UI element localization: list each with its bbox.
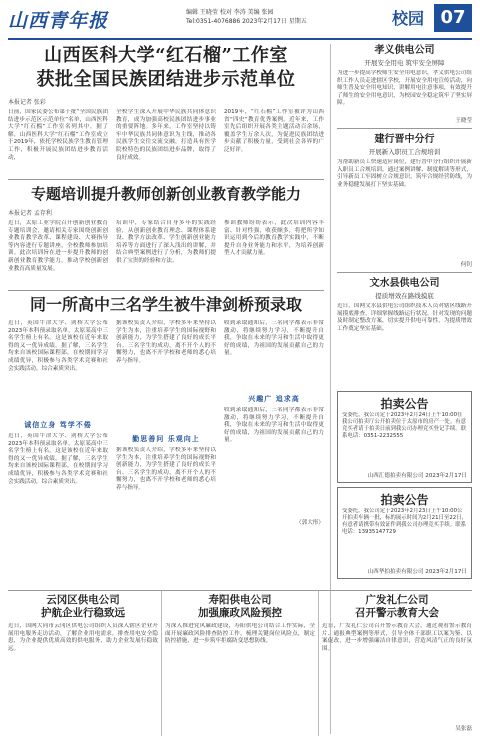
lead-story — [8, 109, 324, 175]
section-title: 校园 — [392, 9, 425, 28]
third-story-text: 近日，英国牛津大学、剑桥大学公布2023年本科预录取名单，太原某高中三名学生榜上有名。这是该校在近年来取得的又一优异成绩。据了解，三名学生均来自该校国际课程部，在校期间学习成绩优异，积极参与各类学术竞赛和社会实践活动，综合素质突出。 — [8, 320, 108, 372]
side-column — [337, 44, 472, 579]
third-story — [8, 320, 324, 530]
auction-notice-title: 拍卖公告 — [380, 493, 429, 507]
bottom-story-2 — [165, 591, 315, 736]
bottom-story-text: 近日，国网大同市云冈区供电公司组织人员深入辖区企业开展用电服务走访活动，了解企业用电需求，排查用电安全隐患，为企业提供优质高效的供电服务，助力企业发展行稳致远。 — [8, 623, 158, 652]
bottom-story-text: 为深入推进党风廉政建设，寿阳供电公司结合工作实际，全面开展廉政风险排查防控工作，梳理关键岗位风险点，制定防控措施，进一步筑牢拒腐防变思想防线。 — [165, 623, 315, 645]
divider — [337, 128, 472, 129]
sub-heading: 诚信立身 笃学不倦 — [24, 421, 92, 429]
auction-notice-text: 受委托，我公司定于2023年2月23日上午10:00公开拍卖车辆一批，标的展示时间为2月21日至22日，有意者请携带有效证件到我公司办理竞买手续。联系电话：13935147729 — [342, 508, 467, 535]
bottom-story-text: 近日，广发礼仁公司召开警示教育大会，通过观看警示教育片、通报典型案例等形式，引导全体干部职工以案为鉴、以案促改，进一步增强廉洁自律意识，营造风清气正的良好氛围。 — [322, 623, 472, 652]
side-story2-title: 建行晋中分行 — [374, 134, 435, 145]
editor-credits: 编辑 王晓莹 校对 李涛 美编 张园 — [186, 9, 274, 16]
lead-story-col2: 全校学生深入开展中华民族共同体意识教育，成为加强高校民族团结进步事业的重要阵地。多年来，工作室坚持以铸牢中华民族共同体意识为主线，推动各民族学生交往交流交融，打造具有医学院校特色的民族团结进步品牌，取得了良好成效。 — [116, 109, 216, 161]
third-story-col2 — [116, 320, 216, 530]
bottom-story-3 — [322, 591, 472, 736]
newspaper-logo: 山西青年报 — [8, 10, 109, 32]
sub-heading: 勤思善问 乐观向上 — [132, 435, 200, 443]
third-story-col1 — [8, 320, 108, 530]
third-story-text: 据该校负责人介绍，学校多年来坚持以学生为本，注重培养学生的国际视野和创新能力，为学生搭建了良好的成长平台。三名学生的成功，离不开个人的不懈努力，也离不开学校和老师的悉心培养与指导。 — [116, 320, 216, 364]
auction-notice-2 — [337, 487, 472, 579]
second-story-col3: 参训教师纷纷表示，此次培训内容丰富、针对性强，收获颇多，将把所学知识运用到今后的教育教学实践中，不断提升自身业务能力和水平，为培养创新型人才贡献力量。 — [224, 220, 324, 257]
bottom-story-title: 寿阳供电公司 — [208, 594, 272, 606]
bottom-story-subtitle: 加强廉政风险预控 — [198, 607, 282, 619]
masthead-rule — [8, 38, 472, 40]
divider — [337, 272, 472, 273]
third-story-text: 据该校负责人介绍，学校多年来坚持以学生为本，注重培养学生的国际视野和创新能力，为学生搭建了良好的成长平台。三名学生的成功，离不开个人的不懈努力，也离不开学校和老师的悉心培养与指导。 — [116, 447, 216, 491]
side-story3-text: 近日，国网文水县供电公司组织技术人员对辖区线路开展摸底排查，详细掌握线路运行状况，针对发现的问题及时制定整改方案，切实提升供电可靠性，为提质增效工作奠定坚实基础。 — [337, 303, 472, 332]
story-signature: （郭大彤） — [296, 520, 324, 526]
auction-notice-text: 受委托，我公司定于2023年2月24日上午10:00在我公司拍卖厅公开拍卖位于太原市的房产一处。有意竞买者请于拍卖日前到我公司办理竞买登记手续。联系电话：0351-2232555 — [342, 412, 466, 439]
divider — [8, 179, 324, 180]
bottom-story-subtitle: 召开警示教育大会 — [355, 607, 439, 619]
side-story1-title: 孝义供电公司 — [374, 45, 435, 56]
side-story3-title: 文水县供电公司 — [369, 278, 440, 289]
divider — [8, 290, 324, 291]
sub-heading: 兴趣广 追求高 — [248, 395, 300, 403]
byline: 本报记者 孟存利 — [8, 210, 52, 217]
column-rule — [318, 591, 319, 736]
side-story3-subtitle: 提质增效在路线摸底 — [375, 292, 434, 300]
side-story1-subtitle: 开展安全用电 筑牢安全屏障 — [364, 59, 445, 67]
lead-headline-line1: 山西医科大学“红石榴”工作室 — [44, 45, 288, 66]
bottom-story-1 — [8, 591, 158, 736]
bottom-stories — [8, 590, 472, 736]
bottom-story-title: 云冈区供电公司 — [46, 594, 120, 606]
byline: 本报记者 张彩 — [8, 99, 46, 106]
side-story2-signature: 何钊 — [460, 262, 472, 268]
second-story-col1: 近日，太原工业学院召开创新创业教育专题培训会，邀请相关专家围绕创新创业教育教学改革、课程建设、大赛指导等内容进行专题讲座，全校教师参加培训。此次培训旨在进一步提升教师的创新创业教育教学能力，推动学校创新创业教育高质量发展。 — [8, 220, 108, 272]
auction-notice-title: 拍卖公告 — [380, 397, 429, 411]
side-story2-subtitle: 开展新入职员工合规培训 — [368, 148, 441, 156]
side-story2-text: 为帮助新员工快速适应岗位，建行晋中分行组织开展新入职员工合规培训，通过案例讲解、制度解读等形式，引导新员工牢固树立合规意识，筑牢合规经营防线，为业务稳健发展打下坚实基础。 — [337, 159, 472, 188]
second-headline: 专题培训提升教师创新创业教育教学能力 — [30, 185, 301, 203]
page-number: 07 — [434, 4, 472, 32]
third-headline: 同一所高中三名学生被牛津剑桥预录取 — [29, 295, 302, 314]
auction-notice-signature: 山西汇德拍卖有限公司 2023年2月17日 — [367, 473, 467, 479]
third-story-text: 收到录取通知后，三名同学都表示非常激动，将继续努力学习，不断提升自我，争取在未来的学习和生活中取得更好的成绩，为祖国的发展贡献自己的力量。 — [224, 407, 324, 444]
bottom-story-title: 广发礼仁公司 — [365, 594, 429, 606]
side-story1-signature: 王晓莹 — [455, 118, 472, 124]
third-story-text: 收到录取通知后，三名同学都表示非常激动，将继续努力学习，不断提升自我，争取在未来的学习和生活中取得更好的成绩，为祖国的发展贡献自己的力量。 — [224, 320, 324, 357]
auction-notice-signature: 山西华拍拍卖有限公司 2023年2月17日 — [367, 569, 467, 575]
lead-story-col1: 日前，国家民委公布第十批“全国民族团结进步示范区示范单位”名单，山西医科大学“红石榴”工作室名列其中。据了解，山西医科大学“红石榴”工作室成立于2019年，依托学校民族学生教育管理工作，积极开展民族团结进步教育活动， — [8, 109, 108, 161]
column-rule — [161, 591, 162, 736]
second-story-col2: 培训中，专家结合自身多年的实践经验，从创新创业教育理念、课程体系建设、教学方法改革、学生创新创业能力培养等方面进行了深入浅出的讲解，并结合典型案例进行了分析，为教师们提供了宝贵的经验和方法。 — [116, 220, 216, 264]
auction-notice-1 — [337, 391, 472, 483]
bottom-story-subtitle: 护航企业行稳致远 — [41, 607, 125, 619]
lead-headline-line2: 获批全国民族团结进步示范单位 — [36, 69, 296, 90]
masthead — [8, 4, 472, 36]
bottom-story-signature: 吴张磊 — [455, 726, 472, 732]
side-story1-text: 为进一步提高学校师生安全用电意识，孝义供电公司组织工作人员走进辖区学校，开展安全用电宣传活动，向师生普及安全用电知识，讲解用电注意事项，有效提升了师生的安全用电意识，为校园安全稳定筑牢了坚实屏障。 — [337, 70, 472, 107]
third-story-col3 — [224, 320, 324, 530]
second-story — [8, 220, 324, 286]
contact-date: Tel:0351-4076886 2023年2月17日 星期五 — [186, 18, 307, 25]
lead-story-col3: 2019年，“红石榴”工作室被评为山西省“四史”教育优秀案例。近年来，工作室先后组织开展各类主题活动百余场，覆盖学生万余人次，为促进民族团结进步贡献了积极力量，受到社会各界的广泛好评。 — [224, 109, 324, 153]
third-story-text: 近日，英国牛津大学、剑桥大学公布2023年本科预录取名单，太原某高中三名学生榜上有名。这是该校在近年来取得的又一优异成绩。据了解，三名学生均来自该校国际课程部，在校期间学习成绩优异，积极参与各类学术竞赛和社会实践活动，综合素质突出。 — [8, 433, 108, 485]
main-column — [8, 44, 324, 530]
